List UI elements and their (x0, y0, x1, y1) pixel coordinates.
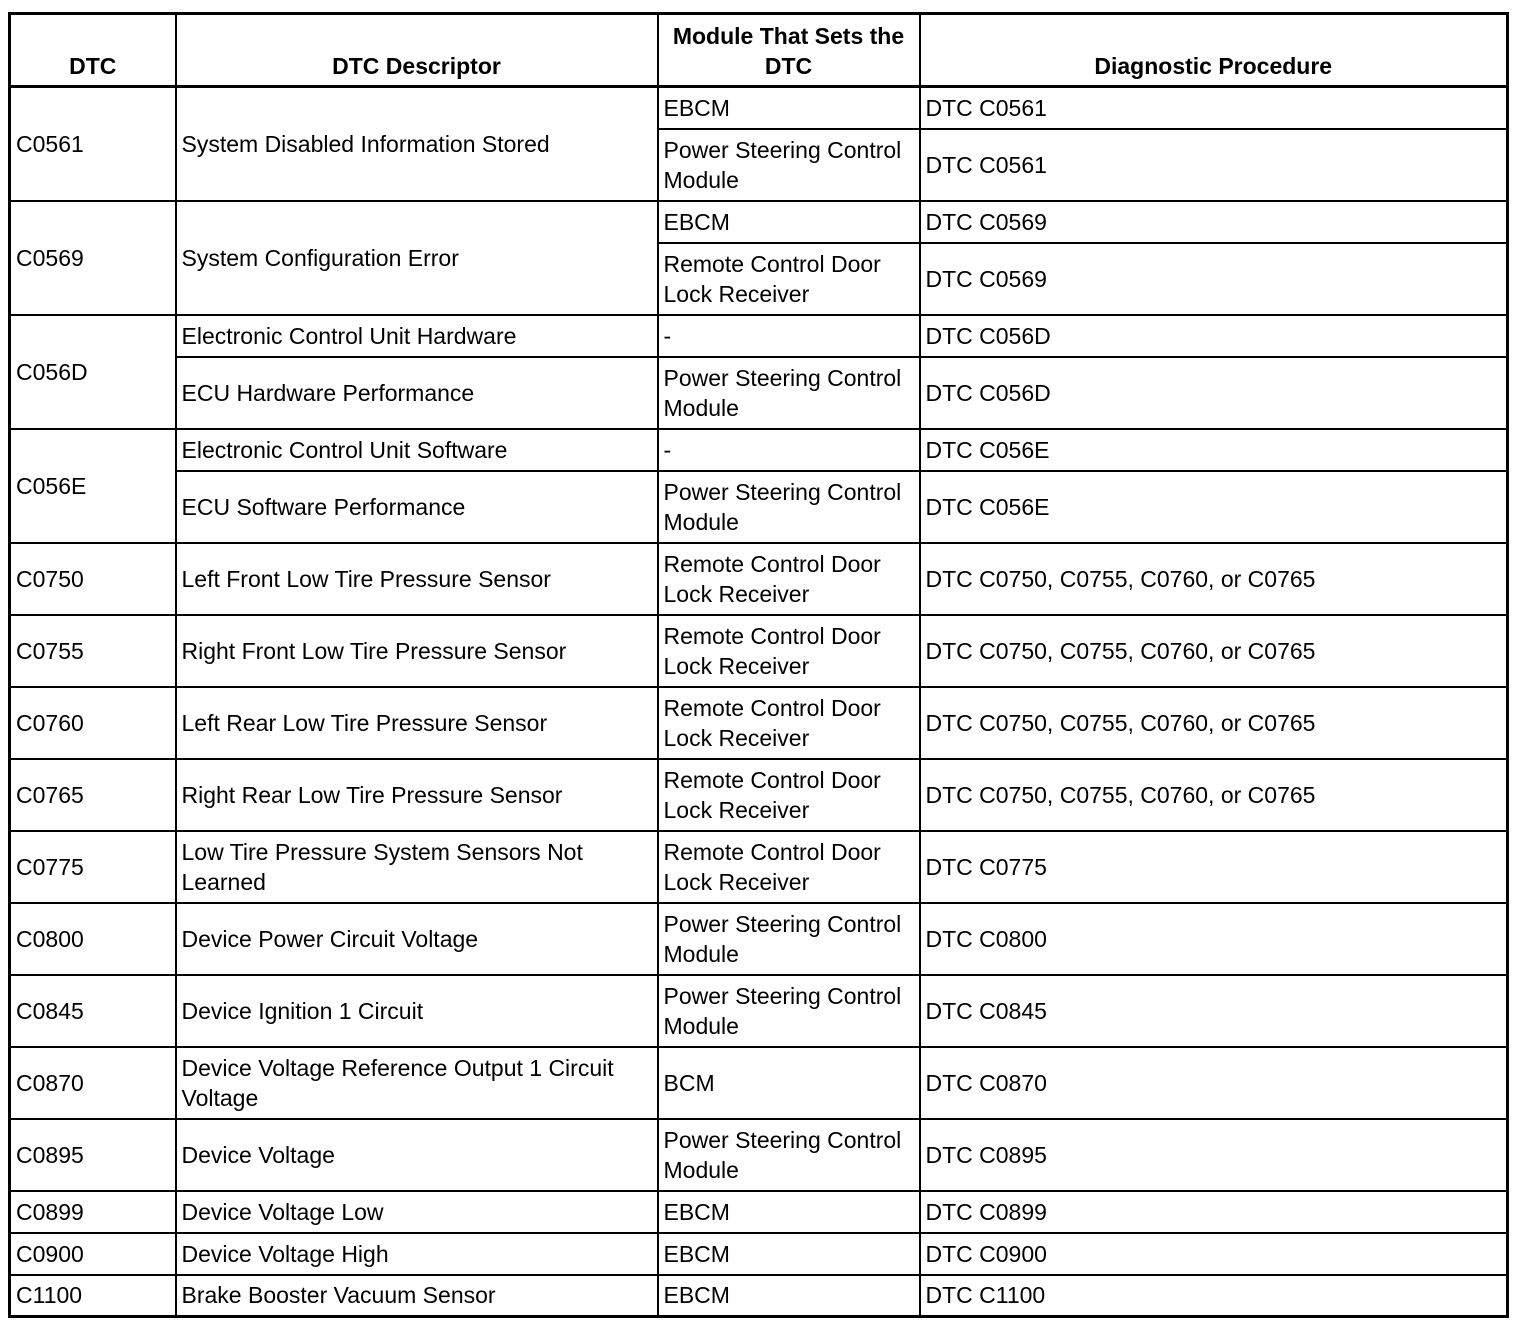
table-row (10, 471, 1508, 543)
table-row (10, 687, 1508, 759)
module-cell: Remote Control Door Lock Receiver (658, 831, 920, 903)
module-cell: Remote Control Door Lock Receiver (658, 543, 920, 615)
descriptor-cell: Left Rear Low Tire Pressure Sensor (176, 687, 658, 759)
table-row (10, 429, 1508, 471)
procedure-cell: DTC C0750, C0755, C0760, or C0765 (920, 543, 1508, 615)
dtc-code-cell: C056D (10, 315, 176, 429)
procedure-cell: DTC C0900 (920, 1233, 1508, 1275)
dtc-code-cell: C056E (10, 429, 176, 543)
descriptor-cell: Device Voltage High (176, 1233, 658, 1275)
module-cell: - (658, 429, 920, 471)
module-cell: Power Steering Control Module (658, 357, 920, 429)
procedure-cell: DTC C0561 (920, 129, 1508, 201)
descriptor-cell: System Disabled Information Stored (176, 87, 658, 201)
header-row (10, 14, 1508, 87)
header-dtc: DTC (10, 14, 176, 87)
header-procedure: Diagnostic Procedure (920, 14, 1508, 87)
module-cell: Power Steering Control Module (658, 975, 920, 1047)
table-row (10, 1275, 1508, 1317)
table-row (10, 315, 1508, 357)
table-row (10, 1191, 1508, 1233)
dtc-code-cell: C0895 (10, 1119, 176, 1191)
procedure-cell: DTC C0750, C0755, C0760, or C0765 (920, 759, 1508, 831)
descriptor-cell: Left Front Low Tire Pressure Sensor (176, 543, 658, 615)
descriptor-cell: Device Voltage Reference Output 1 Circuit Voltage (176, 1047, 658, 1119)
table-row (10, 201, 1508, 243)
module-cell: Power Steering Control Module (658, 1119, 920, 1191)
module-cell: EBCM (658, 201, 920, 243)
module-cell: Power Steering Control Module (658, 471, 920, 543)
dtc-table (8, 12, 1509, 1318)
header-module: Module That Sets the DTC (658, 14, 920, 87)
procedure-cell: DTC C056E (920, 471, 1508, 543)
module-cell: EBCM (658, 1191, 920, 1233)
table-body (10, 87, 1508, 1317)
module-cell: Remote Control Door Lock Receiver (658, 243, 920, 315)
descriptor-cell: ECU Software Performance (176, 471, 658, 543)
header-descriptor: DTC Descriptor (176, 14, 658, 87)
dtc-code-cell: C0750 (10, 543, 176, 615)
module-cell: - (658, 315, 920, 357)
procedure-cell: DTC C0845 (920, 975, 1508, 1047)
dtc-code-cell: C1100 (10, 1275, 176, 1317)
table-row (10, 87, 1508, 129)
procedure-cell: DTC C0775 (920, 831, 1508, 903)
table-row (10, 1233, 1508, 1275)
descriptor-cell: Device Voltage (176, 1119, 658, 1191)
descriptor-cell: Low Tire Pressure System Sensors Not Learned (176, 831, 658, 903)
procedure-cell: DTC C056E (920, 429, 1508, 471)
dtc-code-cell: C0899 (10, 1191, 176, 1233)
table-row (10, 759, 1508, 831)
descriptor-cell: Right Front Low Tire Pressure Sensor (176, 615, 658, 687)
procedure-cell: DTC C056D (920, 357, 1508, 429)
table-row (10, 543, 1508, 615)
dtc-code-cell: C0845 (10, 975, 176, 1047)
descriptor-cell: System Configuration Error (176, 201, 658, 315)
procedure-cell: DTC C0800 (920, 903, 1508, 975)
module-cell: Power Steering Control Module (658, 903, 920, 975)
descriptor-cell: Right Rear Low Tire Pressure Sensor (176, 759, 658, 831)
descriptor-cell: Device Voltage Low (176, 1191, 658, 1233)
module-cell: Power Steering Control Module (658, 129, 920, 201)
table-row (10, 1047, 1508, 1119)
table-row (10, 1119, 1508, 1191)
descriptor-cell: Brake Booster Vacuum Sensor (176, 1275, 658, 1317)
module-cell: EBCM (658, 1275, 920, 1317)
table-row (10, 615, 1508, 687)
procedure-cell: DTC C1100 (920, 1275, 1508, 1317)
procedure-cell: DTC C0899 (920, 1191, 1508, 1233)
module-cell: Remote Control Door Lock Receiver (658, 615, 920, 687)
procedure-cell: DTC C0569 (920, 201, 1508, 243)
dtc-code-cell: C0765 (10, 759, 176, 831)
table-row (10, 357, 1508, 429)
descriptor-cell: Device Power Circuit Voltage (176, 903, 658, 975)
descriptor-cell: Electronic Control Unit Software (176, 429, 658, 471)
table-row (10, 831, 1508, 903)
procedure-cell: DTC C0870 (920, 1047, 1508, 1119)
dtc-code-cell: C0561 (10, 87, 176, 201)
procedure-cell: DTC C056D (920, 315, 1508, 357)
dtc-code-cell: C0755 (10, 615, 176, 687)
descriptor-cell: Electronic Control Unit Hardware (176, 315, 658, 357)
procedure-cell: DTC C0561 (920, 87, 1508, 129)
table-row (10, 903, 1508, 975)
procedure-cell: DTC C0569 (920, 243, 1508, 315)
procedure-cell: DTC C0750, C0755, C0760, or C0765 (920, 687, 1508, 759)
table-row (10, 975, 1508, 1047)
dtc-code-cell: C0870 (10, 1047, 176, 1119)
module-cell: EBCM (658, 87, 920, 129)
module-cell: Remote Control Door Lock Receiver (658, 687, 920, 759)
procedure-cell: DTC C0750, C0755, C0760, or C0765 (920, 615, 1508, 687)
dtc-code-cell: C0900 (10, 1233, 176, 1275)
descriptor-cell: ECU Hardware Performance (176, 357, 658, 429)
module-cell: Remote Control Door Lock Receiver (658, 759, 920, 831)
dtc-code-cell: C0775 (10, 831, 176, 903)
dtc-code-cell: C0800 (10, 903, 176, 975)
descriptor-cell: Device Ignition 1 Circuit (176, 975, 658, 1047)
module-cell: BCM (658, 1047, 920, 1119)
procedure-cell: DTC C0895 (920, 1119, 1508, 1191)
module-cell: EBCM (658, 1233, 920, 1275)
dtc-code-cell: C0569 (10, 201, 176, 315)
dtc-code-cell: C0760 (10, 687, 176, 759)
